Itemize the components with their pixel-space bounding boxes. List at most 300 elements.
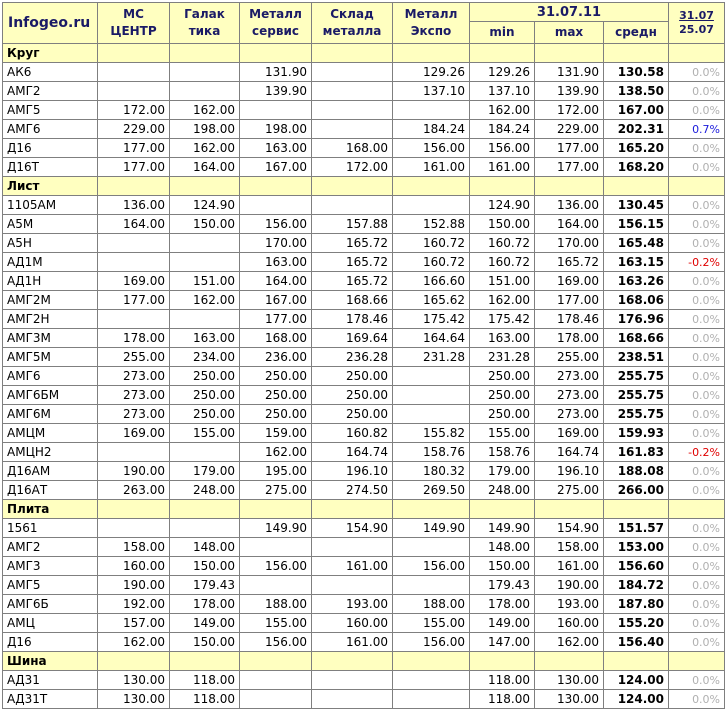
price-cell: [393, 538, 470, 557]
category-row: [3, 177, 725, 196]
price-cell: 131.90: [240, 63, 312, 82]
table-row: [3, 253, 725, 272]
price-cell: 273.00: [98, 386, 170, 405]
category-filler-cell: [393, 44, 470, 63]
avg-cell: 165.48: [604, 234, 669, 253]
price-cell: 168.00: [312, 139, 393, 158]
price-cell: 130.00: [98, 671, 170, 690]
price-cell: 169.00: [98, 424, 170, 443]
category-filler-cell: [170, 652, 240, 671]
change-cell: 0.0%: [669, 272, 725, 291]
avg-cell: 176.96: [604, 310, 669, 329]
stat-header-min: min: [470, 22, 535, 44]
table-row: [3, 63, 725, 82]
category-filler-cell: [535, 652, 604, 671]
min-cell: 179.00: [470, 462, 535, 481]
price-cell: [393, 196, 470, 215]
supplier-header-line2: Экспо: [410, 24, 452, 38]
price-cell: 124.90: [170, 196, 240, 215]
category-filler-cell: [470, 500, 535, 519]
price-cell: 156.00: [393, 557, 470, 576]
price-cell: 229.00: [98, 120, 170, 139]
alloy-name-cell: АМГ3: [3, 557, 98, 576]
min-cell: 161.00: [470, 158, 535, 177]
category-filler-cell: [312, 44, 393, 63]
alloy-name-cell: Д16АМ: [3, 462, 98, 481]
alloy-name-cell: А5М: [3, 215, 98, 234]
category-label: Лист: [3, 177, 98, 196]
price-cell: 248.00: [170, 481, 240, 500]
price-cell: [312, 63, 393, 82]
min-cell: 184.24: [470, 120, 535, 139]
price-cell: [98, 82, 170, 101]
change-cell: 0.0%: [669, 82, 725, 101]
price-cell: 250.00: [312, 405, 393, 424]
table-row: [3, 576, 725, 595]
avg-cell: 156.15: [604, 215, 669, 234]
price-cell: 152.88: [393, 215, 470, 234]
price-cell: 150.00: [170, 215, 240, 234]
avg-cell: 255.75: [604, 386, 669, 405]
change-cell: 0.0%: [669, 462, 725, 481]
category-filler-cell: [470, 44, 535, 63]
alloy-name-cell: АД31Т: [3, 690, 98, 709]
min-cell: 118.00: [470, 671, 535, 690]
min-cell: 250.00: [470, 405, 535, 424]
price-cell: 168.66: [312, 291, 393, 310]
min-cell: 150.00: [470, 215, 535, 234]
max-cell: 154.90: [535, 519, 604, 538]
price-cell: 161.00: [312, 557, 393, 576]
site-title: Infogeo.ru: [3, 3, 98, 44]
category-filler-cell: [170, 177, 240, 196]
table-row: [3, 120, 725, 139]
avg-cell: 255.75: [604, 367, 669, 386]
price-cell: 236.00: [240, 348, 312, 367]
supplier-header-line1: Склад: [330, 7, 374, 21]
price-cell: 158.76: [393, 443, 470, 462]
category-filler-cell: [98, 44, 170, 63]
price-cell: 162.00: [170, 101, 240, 120]
alloy-name-cell: АМГ2Н: [3, 310, 98, 329]
price-cell: 198.00: [240, 120, 312, 139]
max-cell: 158.00: [535, 538, 604, 557]
price-cell: 164.00: [98, 215, 170, 234]
change-cell: 0.0%: [669, 63, 725, 82]
avg-cell: 156.40: [604, 633, 669, 652]
price-cell: 250.00: [312, 386, 393, 405]
table-row: [3, 386, 725, 405]
avg-cell: 161.83: [604, 443, 669, 462]
avg-cell: 151.57: [604, 519, 669, 538]
alloy-name-cell: АМГ2М: [3, 291, 98, 310]
avg-cell: 238.51: [604, 348, 669, 367]
price-cell: 198.00: [170, 120, 240, 139]
change-cell: 0.0%: [669, 329, 725, 348]
category-filler-cell: [604, 652, 669, 671]
change-cell: -0.2%: [669, 253, 725, 272]
avg-cell: 167.00: [604, 101, 669, 120]
avg-cell: 188.08: [604, 462, 669, 481]
change-cell: 0.0%: [669, 690, 725, 709]
min-cell: 231.28: [470, 348, 535, 367]
table-row: [3, 424, 725, 443]
min-cell: 162.00: [470, 101, 535, 120]
price-cell: 250.00: [312, 367, 393, 386]
price-cell: [240, 671, 312, 690]
table-row: [3, 614, 725, 633]
price-cell: [393, 690, 470, 709]
avg-cell: 165.20: [604, 139, 669, 158]
price-cell: 149.00: [170, 614, 240, 633]
price-cell: 136.00: [98, 196, 170, 215]
price-cell: 148.00: [170, 538, 240, 557]
change-cell: 0.0%: [669, 101, 725, 120]
alloy-name-cell: АМГ5М: [3, 348, 98, 367]
alloy-name-cell: АД1М: [3, 253, 98, 272]
table-row: [3, 310, 725, 329]
price-cell: 166.60: [393, 272, 470, 291]
category-row: [3, 500, 725, 519]
alloy-name-cell: Д16АТ: [3, 481, 98, 500]
change-cell: 0.0%: [669, 196, 725, 215]
price-cell: [98, 253, 170, 272]
price-cell: 154.90: [312, 519, 393, 538]
category-filler-cell: [669, 652, 725, 671]
change-cell: 0.0%: [669, 215, 725, 234]
supplier-header-line2: тика: [188, 24, 221, 38]
price-cell: 190.00: [98, 576, 170, 595]
supplier-header-metall-expo: [393, 3, 470, 44]
price-cell: 275.00: [240, 481, 312, 500]
alloy-name-cell: Д16: [3, 633, 98, 652]
price-cell: 250.00: [170, 367, 240, 386]
category-filler-cell: [535, 177, 604, 196]
price-cell: 137.10: [393, 82, 470, 101]
price-cell: [393, 576, 470, 595]
category-label: Круг: [3, 44, 98, 63]
avg-cell: 163.15: [604, 253, 669, 272]
max-cell: 130.00: [535, 671, 604, 690]
price-cell: 172.00: [312, 158, 393, 177]
price-cell: 255.00: [98, 348, 170, 367]
price-cell: 169.64: [312, 329, 393, 348]
avg-cell: 130.45: [604, 196, 669, 215]
category-filler-cell: [604, 500, 669, 519]
max-cell: 273.00: [535, 405, 604, 424]
max-cell: 177.00: [535, 139, 604, 158]
price-cell: 170.00: [240, 234, 312, 253]
table-row: [3, 443, 725, 462]
price-cell: 161.00: [312, 633, 393, 652]
price-cell: 155.00: [170, 424, 240, 443]
max-cell: 164.00: [535, 215, 604, 234]
alloy-name-cell: АМЦ: [3, 614, 98, 633]
min-cell: 149.00: [470, 614, 535, 633]
price-cell: 160.82: [312, 424, 393, 443]
avg-cell: 138.50: [604, 82, 669, 101]
supplier-header-line1: Металл: [404, 7, 458, 21]
min-cell: 137.10: [470, 82, 535, 101]
avg-cell: 266.00: [604, 481, 669, 500]
table-row: [3, 405, 725, 424]
avg-cell: 153.00: [604, 538, 669, 557]
alloy-name-cell: 1105АМ: [3, 196, 98, 215]
change-cell: 0.0%: [669, 519, 725, 538]
price-cell: [98, 234, 170, 253]
price-cell: 175.42: [393, 310, 470, 329]
price-cell: [312, 120, 393, 139]
alloy-name-cell: АМГ2: [3, 82, 98, 101]
category-label: Плита: [3, 500, 98, 519]
category-filler-cell: [98, 500, 170, 519]
min-cell: 158.76: [470, 443, 535, 462]
max-cell: 177.00: [535, 158, 604, 177]
alloy-name-cell: АМЦМ: [3, 424, 98, 443]
price-cell: [393, 101, 470, 120]
avg-cell: 187.80: [604, 595, 669, 614]
category-filler-cell: [470, 652, 535, 671]
price-cell: 184.24: [393, 120, 470, 139]
change-cell: 0.0%: [669, 671, 725, 690]
min-cell: 250.00: [470, 367, 535, 386]
alloy-name-cell: АМГ6: [3, 367, 98, 386]
max-cell: 172.00: [535, 101, 604, 120]
price-cell: [312, 538, 393, 557]
price-cell: 179.43: [170, 576, 240, 595]
price-cell: 163.00: [240, 139, 312, 158]
max-cell: 275.00: [535, 481, 604, 500]
price-cell: 129.26: [393, 63, 470, 82]
alloy-name-cell: АМГ2: [3, 538, 98, 557]
max-cell: 178.00: [535, 329, 604, 348]
price-cell: 236.28: [312, 348, 393, 367]
table-row: [3, 82, 725, 101]
price-cell: 164.64: [393, 329, 470, 348]
price-cell: [312, 671, 393, 690]
alloy-name-cell: А5Н: [3, 234, 98, 253]
category-row: [3, 652, 725, 671]
table-row: [3, 139, 725, 158]
table-row: [3, 348, 725, 367]
header-row-1: [3, 3, 725, 22]
max-cell: 273.00: [535, 367, 604, 386]
stat-header-max: max: [535, 22, 604, 44]
supplier-header-ms-center: [98, 3, 170, 44]
table-row: [3, 538, 725, 557]
price-cell: 250.00: [240, 405, 312, 424]
price-cell: [312, 196, 393, 215]
alloy-name-cell: АМГ6Б: [3, 595, 98, 614]
price-cell: 234.00: [170, 348, 240, 367]
min-cell: 156.00: [470, 139, 535, 158]
change-cell: 0.0%: [669, 481, 725, 500]
category-filler-cell: [669, 500, 725, 519]
table-row: [3, 690, 725, 709]
category-filler-cell: [170, 500, 240, 519]
price-cell: 158.00: [98, 538, 170, 557]
change-cell: 0.0%: [669, 367, 725, 386]
price-cell: 151.00: [170, 272, 240, 291]
table-row: [3, 215, 725, 234]
price-cell: 168.00: [240, 329, 312, 348]
min-cell: 155.00: [470, 424, 535, 443]
table-row: [3, 633, 725, 652]
max-cell: 162.00: [535, 633, 604, 652]
price-cell: 164.00: [240, 272, 312, 291]
price-cell: 178.46: [312, 310, 393, 329]
max-cell: 196.10: [535, 462, 604, 481]
alloy-name-cell: Д16Т: [3, 158, 98, 177]
table-row: [3, 481, 725, 500]
price-cell: [98, 310, 170, 329]
table-row: [3, 234, 725, 253]
report-date: 31.07.11: [470, 3, 669, 22]
supplier-header-line1: Галак: [184, 7, 225, 21]
alloy-name-cell: АМГ5: [3, 576, 98, 595]
avg-cell: 168.06: [604, 291, 669, 310]
price-cell: [170, 234, 240, 253]
compare-date-current: 31.07: [679, 9, 714, 22]
category-filler-cell: [604, 44, 669, 63]
category-filler-cell: [669, 177, 725, 196]
price-table-wrapper: [2, 2, 725, 709]
category-filler-cell: [470, 177, 535, 196]
table-row: [3, 196, 725, 215]
min-cell: 248.00: [470, 481, 535, 500]
price-table: [2, 2, 725, 709]
category-filler-cell: [393, 177, 470, 196]
table-row: [3, 158, 725, 177]
price-cell: 177.00: [98, 139, 170, 158]
price-cell: 162.00: [98, 633, 170, 652]
change-cell: 0.0%: [669, 595, 725, 614]
table-row: [3, 462, 725, 481]
price-cell: [393, 386, 470, 405]
table-row: [3, 367, 725, 386]
supplier-header-line1: Металл: [249, 7, 302, 21]
price-cell: 139.90: [240, 82, 312, 101]
price-cell: 178.00: [98, 329, 170, 348]
price-cell: 263.00: [98, 481, 170, 500]
max-cell: 169.00: [535, 272, 604, 291]
alloy-name-cell: АД31: [3, 671, 98, 690]
alloy-name-cell: АМГ5: [3, 101, 98, 120]
alloy-name-cell: АД1Н: [3, 272, 98, 291]
alloy-name-cell: АМЦН2: [3, 443, 98, 462]
price-cell: 188.00: [240, 595, 312, 614]
price-cell: [240, 576, 312, 595]
category-filler-cell: [312, 652, 393, 671]
price-cell: 159.00: [240, 424, 312, 443]
price-cell: 156.00: [393, 633, 470, 652]
price-cell: 118.00: [170, 690, 240, 709]
price-cell: 273.00: [98, 405, 170, 424]
price-cell: 162.00: [240, 443, 312, 462]
price-cell: [312, 690, 393, 709]
price-cell: 156.00: [240, 215, 312, 234]
min-cell: 162.00: [470, 291, 535, 310]
max-cell: 165.72: [535, 253, 604, 272]
price-cell: [98, 63, 170, 82]
price-cell: 150.00: [170, 633, 240, 652]
avg-cell: 255.75: [604, 405, 669, 424]
avg-cell: 168.66: [604, 329, 669, 348]
price-cell: 163.00: [170, 329, 240, 348]
avg-cell: 130.58: [604, 63, 669, 82]
min-cell: 160.72: [470, 234, 535, 253]
price-cell: 164.74: [312, 443, 393, 462]
price-cell: 195.00: [240, 462, 312, 481]
price-cell: 165.72: [312, 253, 393, 272]
min-cell: 150.00: [470, 557, 535, 576]
price-cell: 250.00: [170, 405, 240, 424]
price-cell: 160.00: [98, 557, 170, 576]
price-cell: 160.72: [393, 253, 470, 272]
table-row: [3, 671, 725, 690]
price-cell: 130.00: [98, 690, 170, 709]
alloy-name-cell: Д16: [3, 139, 98, 158]
min-cell: 149.90: [470, 519, 535, 538]
price-cell: 118.00: [170, 671, 240, 690]
category-filler-cell: [535, 500, 604, 519]
max-cell: 193.00: [535, 595, 604, 614]
min-cell: 179.43: [470, 576, 535, 595]
supplier-header-line1: МС: [123, 7, 144, 21]
change-cell: 0.7%: [669, 120, 725, 139]
compare-date-previous: 25.07: [679, 23, 714, 36]
supplier-header-metallservis: [240, 3, 312, 44]
max-cell: 164.74: [535, 443, 604, 462]
price-cell: 157.88: [312, 215, 393, 234]
alloy-name-cell: АМГ6БМ: [3, 386, 98, 405]
max-cell: 136.00: [535, 196, 604, 215]
change-cell: 0.0%: [669, 158, 725, 177]
category-label: Шина: [3, 652, 98, 671]
category-filler-cell: [240, 177, 312, 196]
table-row: [3, 595, 725, 614]
min-cell: 250.00: [470, 386, 535, 405]
min-cell: 178.00: [470, 595, 535, 614]
category-filler-cell: [393, 652, 470, 671]
price-cell: [393, 367, 470, 386]
table-row: [3, 272, 725, 291]
table-row: [3, 557, 725, 576]
price-cell: 162.00: [170, 139, 240, 158]
price-cell: [240, 196, 312, 215]
alloy-name-cell: АК6: [3, 63, 98, 82]
price-cell: [393, 671, 470, 690]
category-filler-cell: [393, 500, 470, 519]
price-cell: 167.00: [240, 291, 312, 310]
price-cell: [170, 443, 240, 462]
supplier-header-galaktika: [170, 3, 240, 44]
price-cell: 149.90: [240, 519, 312, 538]
price-cell: 180.32: [393, 462, 470, 481]
price-cell: 190.00: [98, 462, 170, 481]
alloy-name-cell: АМГ3М: [3, 329, 98, 348]
price-cell: 250.00: [170, 386, 240, 405]
change-cell: 0.0%: [669, 405, 725, 424]
change-cell: 0.0%: [669, 348, 725, 367]
change-cell: 0.0%: [669, 538, 725, 557]
max-cell: 131.90: [535, 63, 604, 82]
change-cell: 0.0%: [669, 234, 725, 253]
min-cell: 124.90: [470, 196, 535, 215]
price-cell: 165.72: [312, 272, 393, 291]
min-cell: 175.42: [470, 310, 535, 329]
price-cell: [170, 82, 240, 101]
